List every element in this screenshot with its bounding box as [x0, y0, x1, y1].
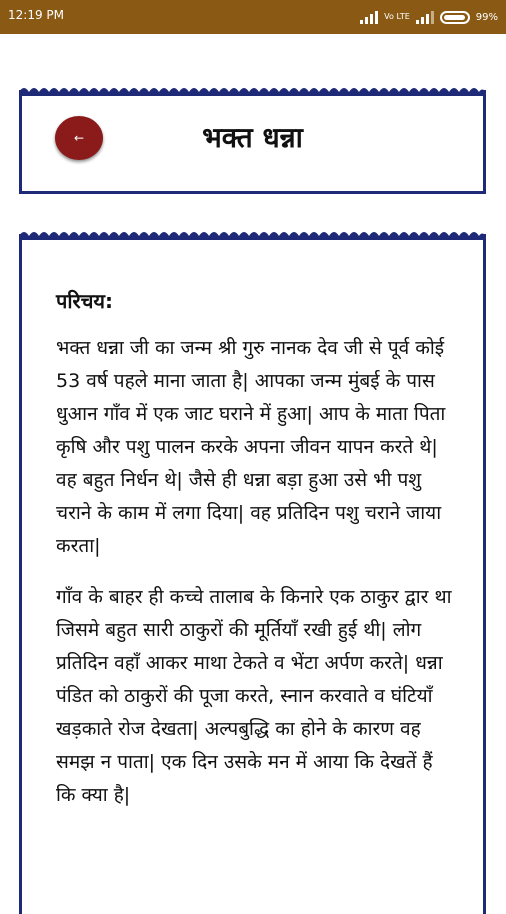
decorative-border-icon — [19, 228, 486, 242]
battery-icon — [440, 11, 470, 24]
page-title: भक्त धन्ना — [202, 121, 303, 154]
decorative-border-icon — [19, 84, 486, 98]
article-content — [56, 286, 456, 830]
signal-strength-2-icon — [416, 10, 434, 24]
article-paragraph: भक्त धन्ना जी का जन्म श्री गुरु नानक देव जी से पूर्व कोई 53 वर्ष पहले माना जाता है| आपका जन्म मुंबई के पास धुआन गाँव में एक जाट घराने में हुआ| आप के माता पिता कृषि और पशु पालन करके अपना जीवन यापन करते थे| वह बहुत निर्धन थे| जैसे ही धन्ना बड़ा हुआ उसे भी पशु चराने के काम में लगा दिया| वह प्रतिदिन पशु चराने जाया करता| — [56, 337, 446, 557]
volte-label: Vo LTE — [384, 12, 410, 21]
header-panel — [19, 90, 486, 194]
status-time: 12:19 PM — [8, 8, 64, 22]
status-icons — [360, 7, 498, 27]
battery-percent: 99% — [475, 11, 498, 23]
section-heading: परिचय: — [56, 289, 114, 313]
article-paragraph: गाँव के बाहर ही कच्चे तालाब के किनारे एक ठाकुर द्वार था जिसमे बहुत सारी ठाकुरों की मूर्तियाँ रखी हुई थी| लोग प्रतिदिन वहाँ आकर माथा टेकते व भेंटा अर्पण करते| धन्ना पंडित को ठाकुरों की पूजा करते, स्नान करवाते व घंटियाँ खड़काते रोज देखता| अल्पबुद्धि का होने के कारण वह समझ न पाता| एक दिन उसके मन में आया कि देखतें हैं कि क्या है| — [56, 586, 452, 806]
content-panel[interactable] — [19, 234, 486, 914]
signal-strength-icon — [360, 10, 378, 24]
status-bar — [0, 0, 506, 34]
back-arrow-icon: ← — [73, 131, 85, 145]
